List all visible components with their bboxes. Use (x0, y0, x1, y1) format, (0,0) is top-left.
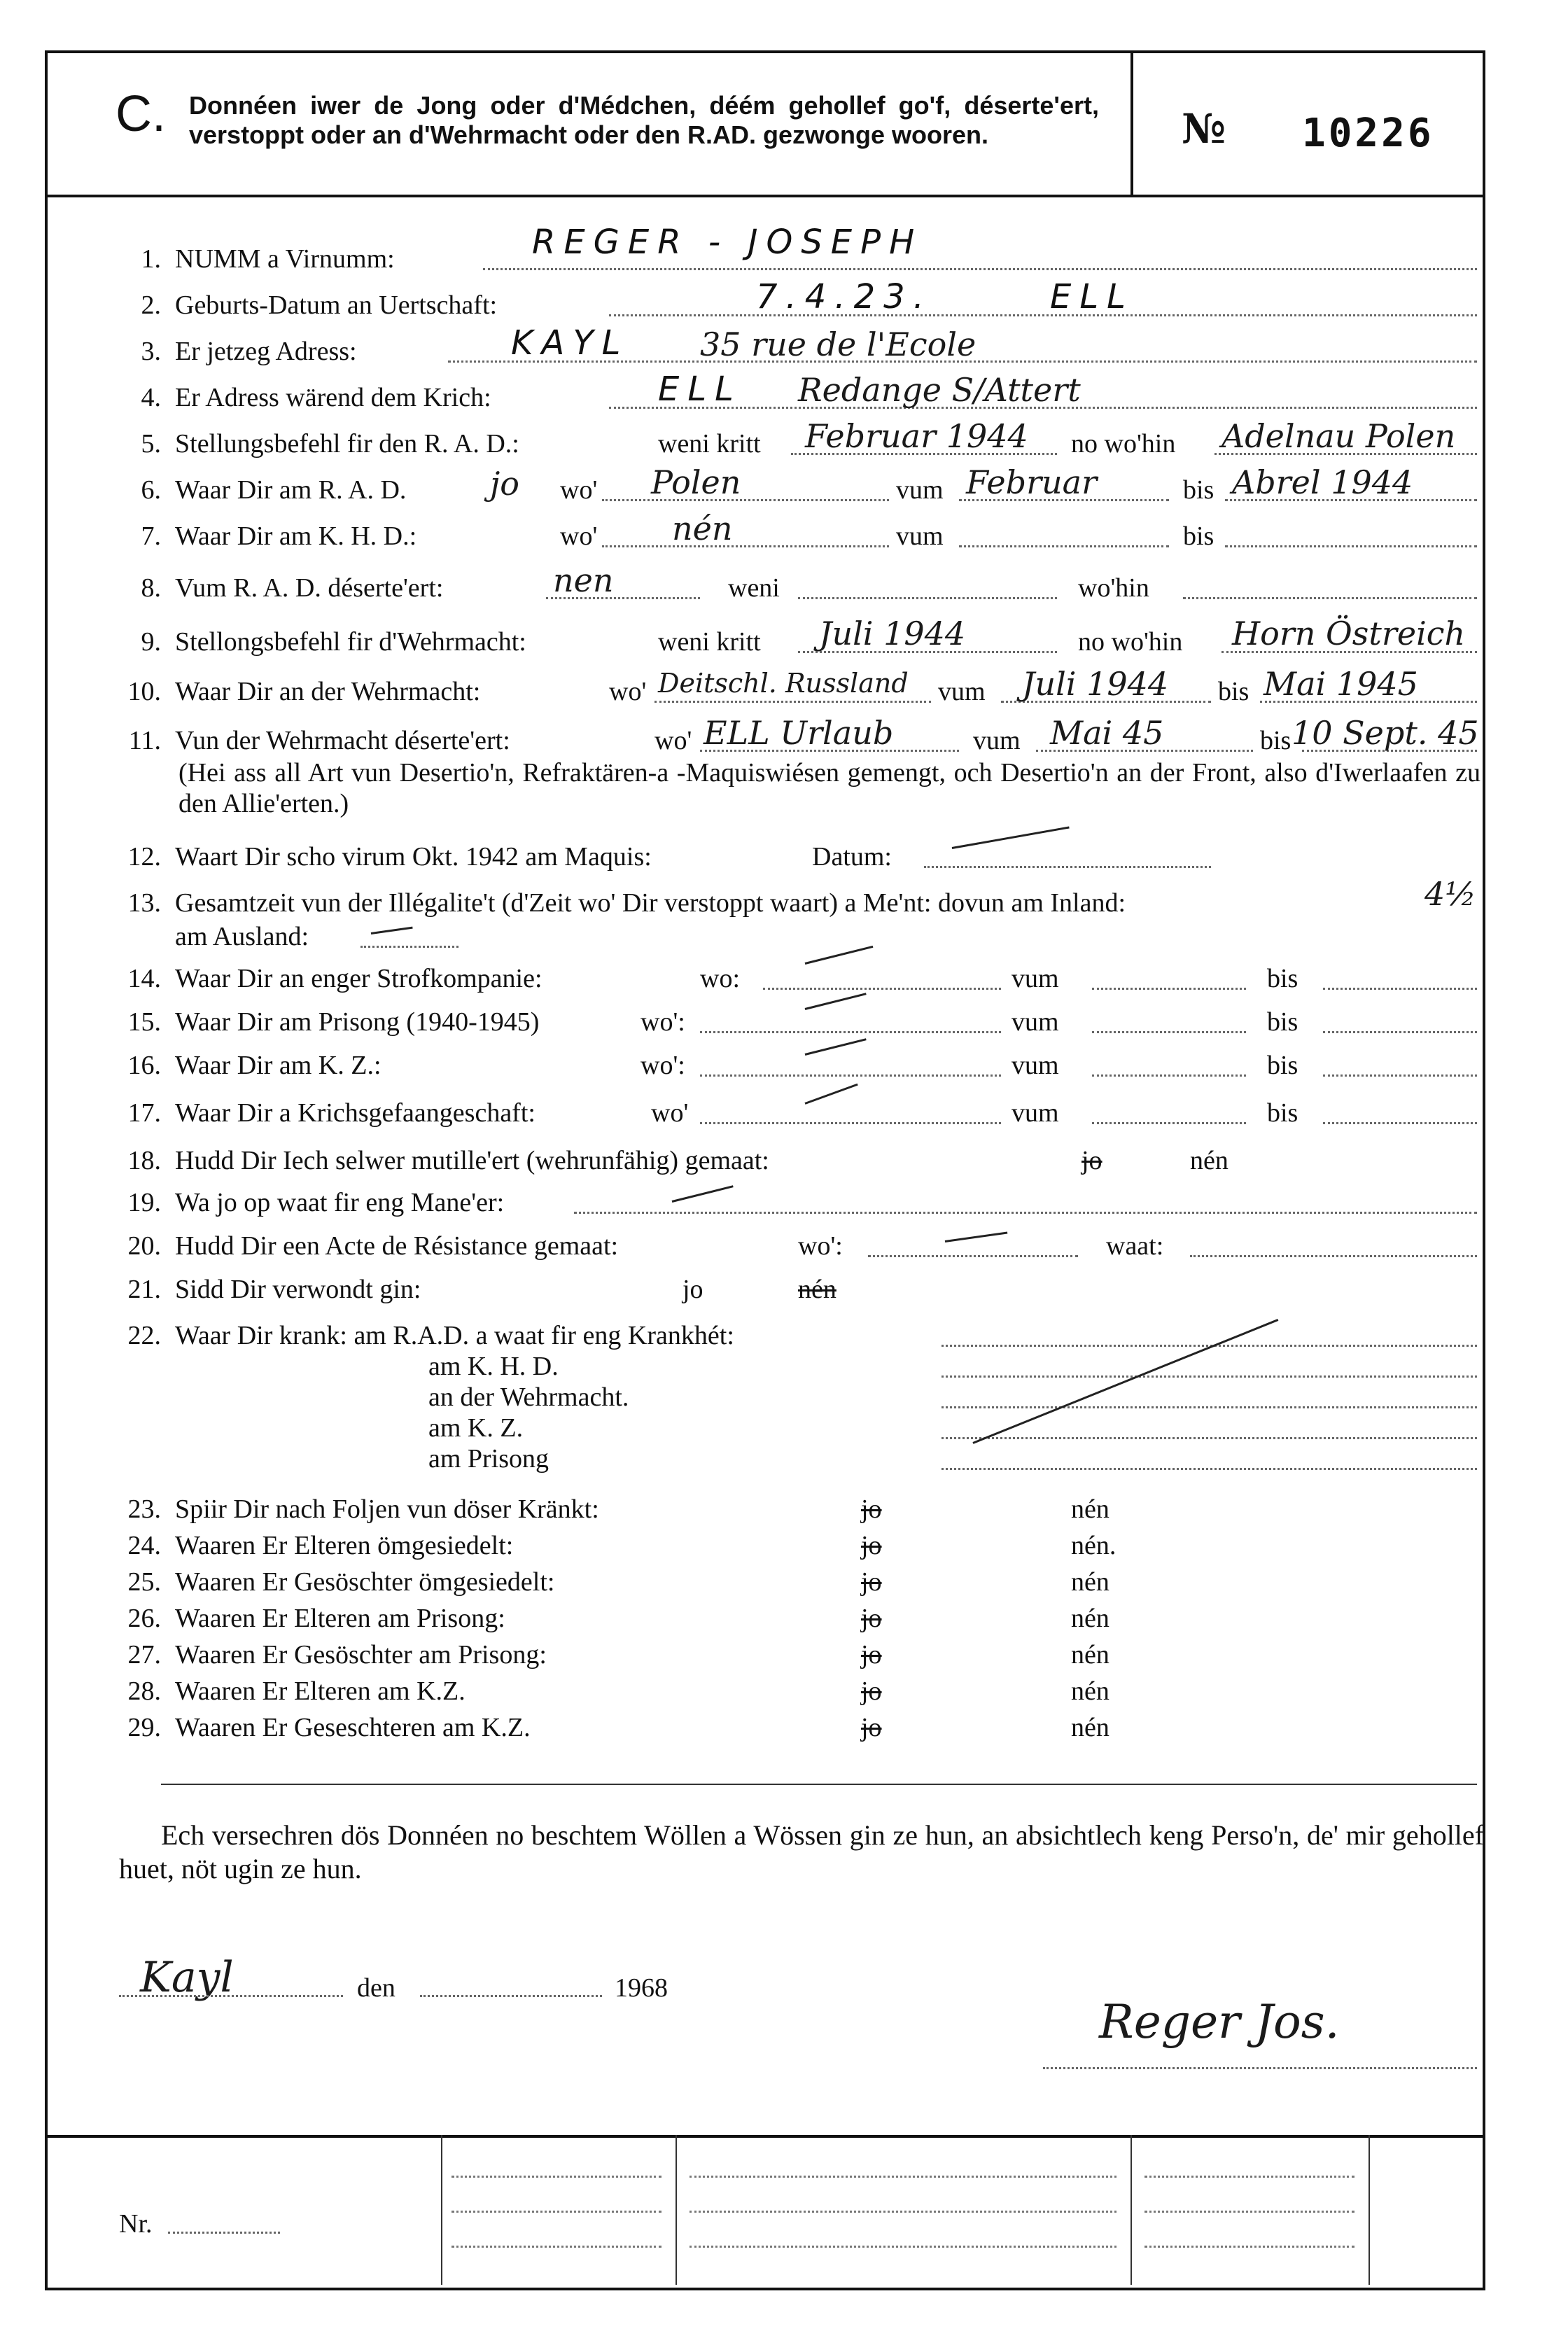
footer-cell (690, 2176, 1116, 2178)
q5-wohin-value: Adelnau Polen (1222, 417, 1456, 455)
q6-wo-value: Polen (651, 463, 741, 501)
q8-number: 8. (141, 573, 161, 603)
q7-bis-label: bis (1183, 522, 1214, 551)
q21-jo-option: jo (682, 1275, 704, 1304)
q10-wo-label: wo' (609, 677, 647, 706)
q25-nen-option: nén (1071, 1567, 1110, 1597)
q20-wo-label: wo': (798, 1231, 843, 1261)
q22-label: Waar Dir krank: am R.A.D. a waat fir eng Krankhét: (175, 1321, 734, 1350)
q28-number: 28. (127, 1676, 161, 1706)
q3-answer-city: KAYL (511, 323, 629, 363)
q24-number: 24. (127, 1531, 161, 1560)
q26-nen-option: nén (1071, 1604, 1110, 1633)
q20-label: Hudd Dir een Acte de Résistance gemaat: (175, 1231, 619, 1261)
q7-bis-line (1225, 540, 1477, 547)
q16-bis-label: bis (1267, 1051, 1298, 1080)
q9-wohin-label: no wo'hin (1078, 627, 1183, 657)
q15-label: Waar Dir am Prisong (1940-1945) (175, 1007, 540, 1037)
q22-line-4 (941, 1432, 1477, 1439)
q17-wo-label: wo' (651, 1098, 689, 1128)
q23-number: 23. (127, 1494, 161, 1524)
q9-wohin-value: Horn Östreich (1232, 615, 1466, 652)
q15-vum-line (1092, 1026, 1246, 1033)
q1-number: 1. (141, 244, 161, 274)
nr-label: Nr. (119, 2209, 153, 2239)
q19-number: 19. (127, 1188, 161, 1217)
q14-vum-line (1092, 982, 1246, 990)
q14-bis-line (1323, 982, 1477, 990)
header-bottom-rule (48, 195, 1483, 197)
q3-answer-street: 35 rue de l'Ecole (700, 326, 976, 363)
q20-waat-line (1190, 1250, 1477, 1257)
q18-label: Hudd Dir Iech selwer mutille'ert (wehrunfähig) gemaat: (175, 1146, 769, 1175)
q16-vum-line (1092, 1069, 1246, 1077)
q22-sub-wehrmacht: an der Wehrmacht. (428, 1382, 629, 1412)
q16-label: Waar Dir am K. Z.: (175, 1051, 382, 1080)
q29-nen-option: nén (1071, 1713, 1110, 1742)
declaration-text: Ech versechren dös Donnéen no beschtem Wöllen a Wössen gin ze hun, an absichtlech keng Perso'n, de' mir gehollef huet, nöt ugin ze hun. (119, 1819, 1484, 1884)
q21-nen-option: nén (798, 1275, 836, 1304)
signature: Reger Jos. (1099, 1995, 1340, 2049)
q6-wo-label: wo' (560, 475, 598, 505)
q15-bis-line (1323, 1026, 1477, 1033)
q11-number: 11. (128, 726, 161, 755)
q14-number: 14. (127, 964, 161, 993)
year-label: 1968 (615, 1973, 668, 2003)
q27-label: Waaren Er Gesöschter am Prisong: (175, 1640, 547, 1670)
q17-number: 17. (127, 1098, 161, 1128)
nr-line (168, 2226, 280, 2234)
q14-label: Waar Dir an enger Strofkompanie: (175, 964, 542, 993)
q10-bis-value: Mai 1945 (1264, 665, 1418, 703)
q19-label: Wa jo op waat fir eng Mane'er: (175, 1188, 505, 1217)
q12-label: Waart Dir scho virum Okt. 1942 am Maquis: (175, 842, 652, 872)
q14-wo-line (763, 982, 1001, 990)
q3-label: Er jetzeg Adress: (175, 337, 357, 366)
q9-weni-value: Juli 1944 (819, 615, 966, 652)
q6-bis-value: Abrel 1944 (1232, 463, 1413, 501)
q8-label: Vum R. A. D. déserte'ert: (175, 573, 444, 603)
q6-label: Waar Dir am R. A. D. (175, 475, 407, 505)
q9-label: Stellongsbefehl fir d'Wehrmacht: (175, 627, 526, 657)
q19-line (574, 1206, 1477, 1214)
q13-number: 13. (127, 888, 161, 918)
q17-wo-line (700, 1116, 1001, 1124)
section-letter: C. (115, 86, 166, 142)
declaration-rule (161, 1784, 1477, 1785)
q22-sub-khd: am K. H. D. (428, 1352, 559, 1381)
q16-wo-label: wo': (640, 1051, 685, 1080)
q6-vum-label: vum (896, 475, 944, 505)
q12-number: 12. (127, 842, 161, 872)
q17-bis-label: bis (1267, 1098, 1298, 1128)
q10-vum-value: Juli 1944 (1022, 665, 1169, 703)
q16-wo-line (700, 1069, 1001, 1077)
q25-number: 25. (127, 1567, 161, 1597)
q9-weni-label: weni kritt (658, 627, 761, 657)
q8-wohin-line (1183, 592, 1477, 599)
q12-datum-label: Datum: (812, 842, 892, 872)
q26-label: Waaren Er Elteren am Prisong: (175, 1604, 505, 1633)
q11-label: Vun der Wehrmacht déserte'ert: (175, 726, 510, 755)
q11-wo-label: wo' (654, 726, 692, 755)
signature-place: Kayl (140, 1953, 234, 2002)
q15-wo-line (700, 1026, 1001, 1033)
q24-nen-option: nén. (1071, 1531, 1116, 1560)
q29-jo-option: jo (861, 1713, 882, 1742)
q20-number: 20. (127, 1231, 161, 1261)
q8-weni-line (798, 592, 1057, 599)
q11-vum-label: vum (973, 726, 1021, 755)
q11-note: (Hei ass all Art vun Desertio'n, Refraktären-a -Maquiswiésen gemengt, och Desertio'n an der Front, also d'Iwerlaafen zu den Allie'erten.) (178, 758, 1480, 818)
q29-label: Waaren Er Geseschteren am K.Z. (175, 1713, 531, 1742)
footer-cell (1144, 2176, 1354, 2178)
q18-nen-option: nén (1190, 1146, 1228, 1175)
q10-bis-label: bis (1218, 677, 1250, 706)
footer-col-3 (1130, 2135, 1132, 2285)
q2-label: Geburts-Datum an Uertschaft: (175, 290, 498, 320)
q23-label: Spiir Dir nach Foljen vun döser Kränkt: (175, 1494, 599, 1524)
q16-bis-line (1323, 1069, 1477, 1077)
number-sign: № (1182, 105, 1226, 153)
q14-wo-label: wo: (700, 964, 740, 993)
q11-vum-value: Mai 45 (1050, 714, 1164, 752)
footer-col-1 (441, 2135, 442, 2285)
q4-label: Er Adress wärend dem Krich: (175, 383, 491, 412)
q10-wo-value: Deitschl. Russland (658, 668, 909, 699)
q17-vum-label: vum (1011, 1098, 1059, 1128)
q9-number: 9. (141, 627, 161, 657)
footer-top-rule (48, 2135, 1483, 2138)
q21-number: 21. (127, 1275, 161, 1304)
q17-label: Waar Dir a Krichsgefaangeschaft: (175, 1098, 536, 1128)
q17-bis-line (1323, 1116, 1477, 1124)
footer-cell (1144, 2246, 1354, 2248)
q2-answer-date: 7.4.23. (756, 277, 932, 316)
q15-bis-label: bis (1267, 1007, 1298, 1037)
q5-weni-value: Februar 1944 (805, 417, 1028, 455)
q7-wo-value: nén (672, 510, 733, 547)
q20-wo-line (868, 1250, 1078, 1257)
q23-jo-option: jo (861, 1494, 882, 1524)
q2-number: 2. (141, 290, 161, 320)
q6-vum-value: Februar (966, 463, 1098, 501)
q7-number: 7. (141, 522, 161, 551)
q4-answer-detail: Redange S/Attert (798, 371, 1081, 409)
footer-cell (690, 2211, 1116, 2213)
footer-col-4 (1368, 2135, 1370, 2285)
q10-number: 10. (127, 677, 161, 706)
q28-label: Waaren Er Elteren am K.Z. (175, 1676, 465, 1706)
den-label: den (357, 1973, 396, 2003)
q8-weni-label: weni (728, 573, 780, 603)
q13-ausland-label: am Ausland: (175, 922, 309, 951)
q7-vum-label: vum (896, 522, 944, 551)
q7-wo-line (602, 540, 889, 547)
q1-answer: REGER - JOSEPH (532, 223, 923, 262)
q5-weni-label: weni kritt (658, 429, 761, 458)
q22-line-5 (941, 1462, 1477, 1470)
q26-number: 26. (127, 1604, 161, 1633)
q5-wohin-label: no wo'hin (1071, 429, 1176, 458)
q10-label: Waar Dir an der Wehrmacht: (175, 677, 481, 706)
q11-bis-label: bis (1260, 726, 1292, 755)
q27-nen-option: nén (1071, 1640, 1110, 1670)
q23-nen-option: nén (1071, 1494, 1110, 1524)
q26-jo-option: jo (861, 1604, 882, 1633)
q25-label: Waaren Er Gesöschter ömgesiedelt: (175, 1567, 555, 1597)
q25-jo-option: jo (861, 1567, 882, 1597)
q2-answer-place: ELL (1050, 277, 1134, 316)
q16-vum-label: vum (1011, 1051, 1059, 1080)
q29-number: 29. (127, 1713, 161, 1742)
q18-jo-option: jo (1082, 1146, 1102, 1175)
q11-wo-value: ELL Urlaub (704, 714, 894, 752)
q14-vum-label: vum (1011, 964, 1059, 993)
q28-nen-option: nén (1071, 1676, 1110, 1706)
q1-line (483, 262, 1477, 270)
q4-number: 4. (141, 383, 161, 412)
footer-cell (451, 2246, 662, 2248)
q13-label: Gesamtzeit vun der Illégalite't (d'Zeit wo' Dir verstoppt waart) a Me'nt: dovun am Inland: (175, 888, 1126, 918)
q7-wo-label: wo' (560, 522, 598, 551)
header-divider (1130, 53, 1133, 197)
q13-ausland-line (360, 940, 458, 948)
footer-cell (451, 2211, 662, 2213)
q7-vum-line (959, 540, 1169, 547)
q13-inland-value: 4½ (1424, 875, 1476, 913)
q27-jo-option: jo (861, 1640, 882, 1670)
q15-vum-label: vum (1011, 1007, 1059, 1037)
section-title: Donnéen iwer de Jong oder d'Médchen, déém gehollef go'f, déserte'ert, verstoppt oder an d'Wehrmacht oder den R.AD. gezwonge wooren. (189, 91, 1099, 149)
q1-label: NUMM a Virnumm: (175, 244, 395, 274)
footer-cell (1144, 2211, 1354, 2213)
q4-answer-town: ELL (658, 370, 742, 409)
q22-sub-prisong: am Prisong (428, 1444, 550, 1474)
form-number: 10226 (1302, 111, 1434, 156)
q6-bis-label: bis (1183, 475, 1214, 505)
q5-number: 5. (141, 429, 161, 458)
q2-line (609, 309, 1477, 316)
q8-wohin-label: wo'hin (1078, 573, 1149, 603)
q22-line-3 (941, 1401, 1477, 1408)
q17-vum-line (1092, 1116, 1246, 1124)
q6-jo-value: jo (490, 465, 519, 503)
q24-jo-option: jo (861, 1531, 882, 1560)
place-line (119, 1989, 343, 1997)
q11-bis-value: 10 Sept. 45 (1292, 714, 1479, 752)
q3-number: 3. (141, 337, 161, 366)
q22-sub-kz: am K. Z. (428, 1413, 524, 1443)
q22-number: 22. (127, 1321, 161, 1350)
q10-vum-label: vum (938, 677, 986, 706)
q14-bis-label: bis (1267, 964, 1298, 993)
q8-answer: nen (553, 561, 614, 599)
footer-col-2 (676, 2135, 677, 2285)
date-line (420, 1989, 602, 1997)
q5-label: Stellungsbefehl fir den R. A. D.: (175, 429, 519, 458)
footer-cell (690, 2246, 1116, 2248)
q28-jo-option: jo (861, 1676, 882, 1706)
q24-label: Waaren Er Elteren ömgesiedelt: (175, 1531, 514, 1560)
signature-line (1043, 2062, 1477, 2069)
q15-number: 15. (127, 1007, 161, 1037)
q7-label: Waar Dir am K. H. D.: (175, 522, 417, 551)
q21-label: Sidd Dir verwondt gin: (175, 1275, 421, 1304)
q15-wo-label: wo': (640, 1007, 685, 1037)
q6-wo-line (602, 493, 889, 501)
q12-datum-line (924, 860, 1211, 868)
footer-cell (451, 2176, 662, 2178)
q20-waat-label: waat: (1106, 1231, 1164, 1261)
q16-number: 16. (127, 1051, 161, 1080)
q6-number: 6. (141, 475, 161, 505)
q18-number: 18. (127, 1146, 161, 1175)
q27-number: 27. (127, 1640, 161, 1670)
q22-line-2 (941, 1370, 1477, 1378)
